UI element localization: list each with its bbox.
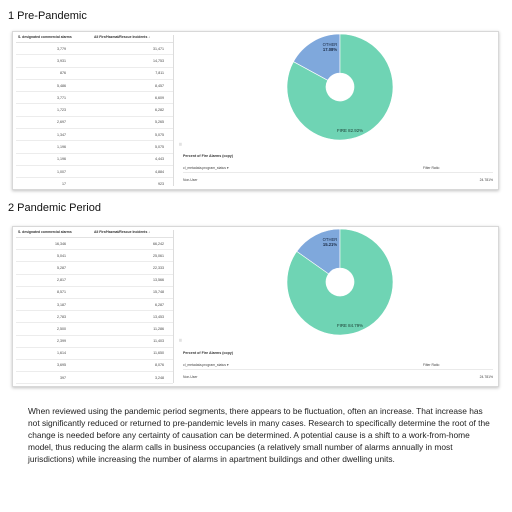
cell-commercial-alarms: 17 <box>62 181 66 186</box>
filter-ratio-header[interactable]: Filter Ratio <box>423 166 440 170</box>
cell-commercial-alarms: 1,196 <box>57 157 66 162</box>
cell-commercial-alarms: 3,931 <box>57 58 66 63</box>
cell-commercial-alarms: 876 <box>60 71 66 76</box>
cell-all-incidents: 6,282 <box>155 108 164 113</box>
cell-all-incidents: 22,333 <box>153 265 164 270</box>
cell-commercial-alarms: 2,399 <box>57 339 66 344</box>
fire-alarms-title: Percent of Fire Alarms (copy) <box>183 154 233 158</box>
pie-chart-pandemic <box>13 227 500 347</box>
table-row[interactable] <box>16 372 173 384</box>
pie-label-fire: FIRE 84.79% <box>336 323 364 328</box>
pandemic-dashboard-panel <box>12 226 499 387</box>
pie-label-other-name: OTHER <box>322 42 338 47</box>
cell-all-incidents: 11,286 <box>153 326 164 331</box>
fire-alarms-data-row <box>183 175 493 184</box>
cell-commercial-alarms: 2,817 <box>57 278 66 283</box>
table-row[interactable] <box>16 154 173 166</box>
resize-grip-icon[interactable]: ⠿ <box>179 338 182 343</box>
filter-ratio-value: 24.781% <box>479 374 493 379</box>
pie-label-other-name: OTHER <box>322 237 338 242</box>
analysis-paragraph: When reviewed using the pandemic period segments, there appears to be fluctuation, often an increase. That increase has not significantly reduced or returned to pre-pandemic levels in many cases. Research to specifically determine the root of the change is needed before any certainty of causation can be determined. A potential cause is a shift to a work-from-home model, thus reducing the alarm calls in business occupancies (a relatively small number of alarms annually in most jurisdictions) while increasing the number of alarms in apartment buildings and other dwelling units. <box>28 406 490 465</box>
cell-all-incidents: 7,811 <box>155 71 164 76</box>
cell-commercial-alarms: 1,614 <box>57 351 66 356</box>
cell-commercial-alarms: 5,041 <box>57 253 66 258</box>
pie-chart-pre-pandemic <box>13 32 500 152</box>
cell-commercial-alarms: 2,697 <box>57 120 66 125</box>
fire-alarms-title: Percent of Fire Alarms (copy) <box>183 351 233 355</box>
cell-all-incidents: 3,248 <box>155 375 164 380</box>
cell-all-incidents: 8,457 <box>155 83 164 88</box>
column-header-all-incidents[interactable]: All Fire/Hazmat/Rescue Incidents ↓ <box>94 35 150 39</box>
cell-all-incidents: 13,453 <box>153 314 164 319</box>
fire-alarms-header-row <box>183 164 493 173</box>
table-row[interactable] <box>16 178 173 189</box>
cell-commercial-alarms: 2,500 <box>57 326 66 331</box>
cell-commercial-alarms: 8,571 <box>57 290 66 295</box>
program-status-header[interactable]: cl_metadata.program_status ▾ <box>183 166 229 170</box>
cell-all-incidents: 14,753 <box>153 58 164 63</box>
cell-all-incidents: 5,265 <box>155 120 164 125</box>
filter-ratio-value: 24.781% <box>479 177 493 182</box>
cell-all-incidents: 6,287 <box>155 302 164 307</box>
cell-commercial-alarms: 3,187 <box>57 302 66 307</box>
table-row[interactable] <box>16 348 173 360</box>
section-title-pandemic-period: 2 Pandemic Period <box>8 202 101 214</box>
cell-all-incidents: 11,403 <box>153 339 164 344</box>
cell-all-incidents: 11,650 <box>153 351 164 356</box>
pie-label-other-percent: 15.21% <box>322 242 338 247</box>
cell-all-incidents: 25,061 <box>153 253 164 258</box>
cell-commercial-alarms: 1,196 <box>57 145 66 150</box>
cell-commercial-alarms: 1,723 <box>57 108 66 113</box>
cell-all-incidents: 66,242 <box>153 241 164 246</box>
filter-ratio-header[interactable]: Filter Ratio <box>423 363 440 367</box>
pie-label-other-percent: 17.08% <box>322 47 338 52</box>
cell-all-incidents: 4,884 <box>155 169 164 174</box>
cell-commercial-alarms: 5,486 <box>57 83 66 88</box>
fire-alarms-data-row <box>183 372 493 381</box>
cell-commercial-alarms: 397 <box>60 375 66 380</box>
pre-pandemic-dashboard-panel <box>12 31 499 190</box>
cell-commercial-alarms: 3,771 <box>57 95 66 100</box>
cell-all-incidents: 8,076 <box>155 363 164 368</box>
cell-all-incidents: 13,566 <box>153 278 164 283</box>
cell-all-incidents: 4,443 <box>155 157 164 162</box>
table-row[interactable] <box>16 360 173 372</box>
pie-label-fire: FIRE 82.92% <box>336 128 364 133</box>
program-status-header[interactable]: cl_metadata.program_status ▾ <box>183 363 229 367</box>
column-header-commercial-alarms[interactable]: S. designated commercial alarms <box>18 35 72 39</box>
cell-commercial-alarms: 1,347 <box>57 132 66 137</box>
table-row[interactable] <box>16 166 173 178</box>
resize-grip-icon[interactable]: ⠿ <box>179 142 182 147</box>
cell-commercial-alarms: 2,783 <box>57 314 66 319</box>
cell-all-incidents: 5,075 <box>155 132 164 137</box>
program-status-value: Non-User <box>183 177 198 182</box>
cell-commercial-alarms: 5,287 <box>57 265 66 270</box>
fire-alarms-header-row <box>183 361 493 370</box>
cell-commercial-alarms: 3,779 <box>57 46 66 51</box>
program-status-value: Non-User <box>183 374 198 379</box>
cell-commercial-alarms: 16,346 <box>55 241 66 246</box>
cell-all-incidents: 923 <box>158 181 164 186</box>
column-header-commercial-alarms[interactable]: S. designated commercial alarms <box>18 230 72 234</box>
cell-commercial-alarms: 3,695 <box>57 363 66 368</box>
column-header-all-incidents[interactable]: All Fire/Hazmat/Rescue Incidents ↓ <box>94 230 150 234</box>
section-title-pre-pandemic: 1 Pre-Pandemic <box>8 10 87 22</box>
cell-all-incidents: 5,075 <box>155 145 164 150</box>
cell-commercial-alarms: 1,007 <box>57 169 66 174</box>
cell-all-incidents: 6,609 <box>155 95 164 100</box>
cell-all-incidents: 31,471 <box>153 46 164 51</box>
cell-all-incidents: 15,748 <box>153 290 164 295</box>
